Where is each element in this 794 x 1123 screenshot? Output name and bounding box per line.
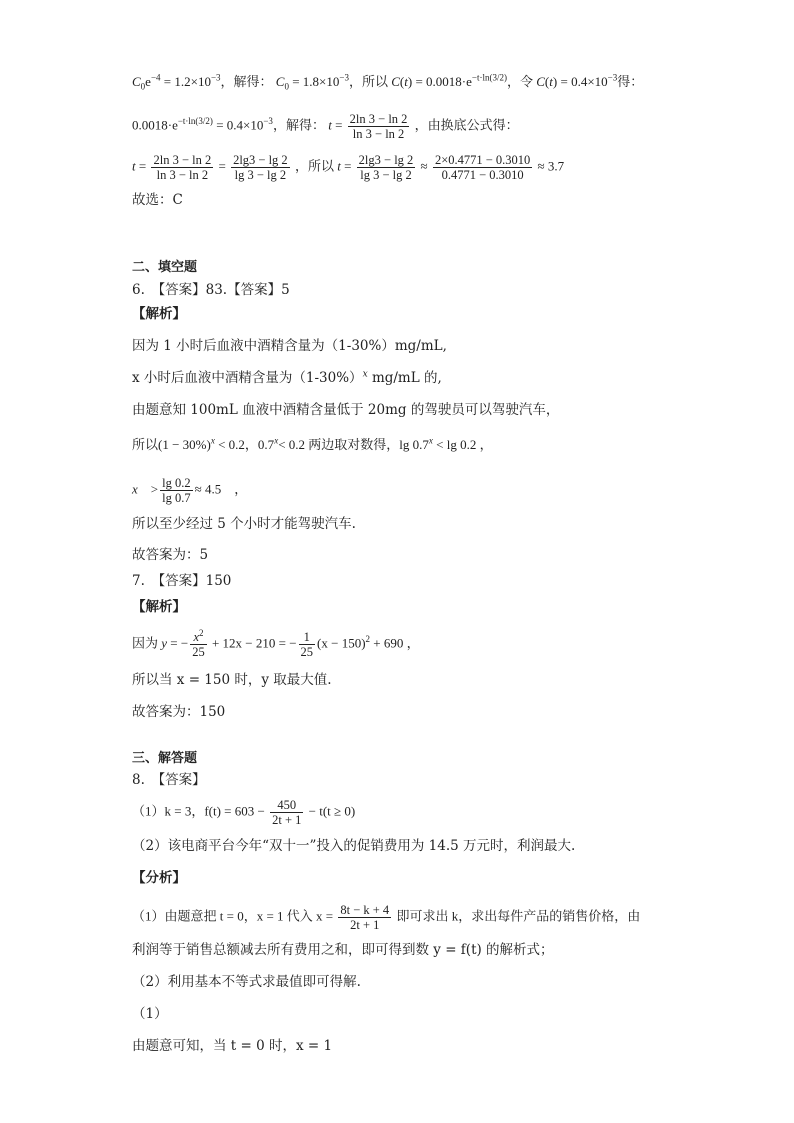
text: 2lg3 − lg 2 bbox=[358, 153, 414, 167]
q7-line-1: 因为 y = − $\frac{x^2}{25}$ + 12x − 210 = − $\frac{1}{25}$ $(x - 150)^2 + 690$ ， bbox=[132, 627, 420, 659]
fraction: $\frac{1}{25}$ bbox=[300, 630, 314, 659]
q6-line-2: x 小时后血液中酒精含量为$(1-30\%)^x$ mg/mL 的, bbox=[132, 369, 442, 386]
q6-line-4: 所以$(1 - 30\%)^x < 0.2$，$0.7^x< 0.2$ 两边取对数得，lg 0.7$^x$ < lg 0.2 ， bbox=[132, 435, 493, 452]
fraction: $\frac{x^2}{25}$ bbox=[192, 627, 205, 659]
fraction bbox=[338, 903, 391, 932]
text: lg 0.2 bbox=[162, 476, 191, 490]
text: − t(t ≥ 0) bbox=[308, 803, 356, 819]
text: 450 bbox=[270, 798, 303, 813]
text: 2t + 1 bbox=[350, 918, 380, 932]
q6-analysis-label: 【解析】 bbox=[132, 306, 186, 322]
text: （1）k = 3，f(t) = 603 − bbox=[132, 803, 265, 819]
text: ，由换底公式得： bbox=[414, 117, 519, 133]
q7-analysis-label: 【解析】 bbox=[132, 599, 186, 615]
text: (x − 150) bbox=[317, 635, 366, 651]
text: x 小时后血液中酒精含量为（1-30%） bbox=[132, 370, 363, 386]
fraction bbox=[231, 153, 290, 182]
text: 2t + 1 bbox=[272, 813, 302, 827]
q8-analysis-line-2: 利润等于销售总额减去所有费用之和，即可得到数 y = f(t) 的解析式； bbox=[132, 942, 554, 958]
text: 得： bbox=[617, 74, 644, 89]
q6-line-5: x > $\frac{\lg 0.2}{\lg 0.7}$ ≈ 4.5 ， bbox=[132, 476, 248, 505]
text: 所以 bbox=[132, 437, 159, 452]
q6-answer-head: 6. 【答案】83.【答案】5 bbox=[132, 282, 290, 298]
solution-line-1: $C_0e^{-4} = 1.2\times 10^{-3}$，解得： $C_0 = 1.8\times 10^{-3}$，所以 $C(t) = 0.0018\cdot e^{-t\cdot ln(3/2)}$，令 $C(t) = 0.4\times 10^{-3}$得： bbox=[132, 72, 644, 92]
text: 2ln 3 − ln 2 bbox=[153, 153, 212, 167]
q7-line-2: 所以当 x = 150 时，y 取最大值. bbox=[132, 672, 332, 688]
section-title-answer: 三、解答题 bbox=[132, 751, 198, 766]
fraction bbox=[433, 153, 532, 182]
text: lg 3 − lg 2 bbox=[234, 168, 287, 182]
q6-answer: 故答案为：5 bbox=[132, 547, 209, 563]
text: < lg 0.2 ， bbox=[436, 437, 493, 452]
text: ，解得： bbox=[272, 117, 325, 133]
q6-line-6: 所以至少经过 5 个小时才能驾驶汽车. bbox=[132, 516, 356, 532]
fraction bbox=[348, 112, 410, 141]
text: = 0.0018·e bbox=[415, 74, 472, 89]
fraction bbox=[160, 476, 192, 505]
fraction bbox=[357, 153, 416, 182]
text: 8t − k + 4 bbox=[340, 903, 390, 917]
text: = 0.4×10 bbox=[560, 74, 608, 89]
text: ≈ 3.7 bbox=[537, 158, 565, 174]
text: ，解得： bbox=[220, 74, 273, 89]
text: = 0.4×10 bbox=[216, 117, 264, 133]
q8-analysis-line-3: （2）利用基本不等式求最值即可得解. bbox=[132, 974, 361, 990]
text: 0.0018·e bbox=[132, 117, 178, 133]
text: lg 0.7 bbox=[162, 491, 191, 505]
solution-line-2: $0.0018\cdot e^{-t\cdot ln(3/2)} = 0.4\times 10^{-3}$，解得： t = $\frac{2\ln 3 - \ln 2}{\ln 3 - \ln 2}$ ，由换底公式得： bbox=[132, 112, 519, 141]
text: C bbox=[132, 74, 141, 89]
choice-line: 故选：C bbox=[132, 192, 183, 208]
text: < 0.2，0.7 bbox=[218, 437, 275, 452]
text: + 690 ， bbox=[373, 635, 420, 651]
q7-answer-head: 7. 【答案】150 bbox=[132, 573, 232, 589]
text: 因为 bbox=[132, 635, 159, 651]
fraction bbox=[151, 153, 213, 182]
text: (1 − 30%) bbox=[158, 437, 211, 452]
text: e bbox=[145, 74, 151, 89]
fraction bbox=[270, 798, 303, 827]
q8-analysis-line-4: （1） bbox=[132, 1006, 168, 1022]
text: lg 3 − lg 2 bbox=[360, 168, 412, 182]
q7-answer: 故答案为：150 bbox=[132, 704, 226, 720]
q8-answer-head: 8. 【答案】 bbox=[132, 772, 206, 788]
text: ≈ 4.5 ， bbox=[194, 481, 248, 497]
text: 即可求出 k，求出每件产品的销售价格，由 bbox=[396, 908, 641, 924]
text: ，所以 bbox=[348, 74, 388, 89]
text: 2ln 3 − ln 2 bbox=[349, 112, 408, 126]
q6-line-3: 由题意知 100mL 血液中酒精含量低于 20mg 的驾驶员可以驾驶汽车， bbox=[132, 402, 560, 418]
q8-analysis-line-1 bbox=[132, 903, 724, 932]
q8-analysis-label: 【分析】 bbox=[132, 870, 186, 886]
text: 2lg3 − lg 2 bbox=[233, 153, 288, 167]
text: ，所以 bbox=[294, 158, 334, 174]
text: ln 3 − ln 2 bbox=[352, 127, 405, 141]
text: = 1.2×10 bbox=[163, 74, 211, 89]
text: mg/mL 的, bbox=[371, 370, 442, 386]
text: = 1.8×10 bbox=[292, 74, 340, 89]
section-title-fill-blank: 二、填空题 bbox=[132, 260, 198, 275]
solution-line-3: t = $\frac{2\ln 3 - \ln 2}{\ln 3 - \ln 2}$ = $\frac{2\lg 3 - \lg 2}{\lg 3 - \lg 2}$ ，所以 t = $\frac{2\lg 3 - \lg 2}{\lg 3 - \lg 2}$ ≈ $\frac{2\times 0.4771 - 0.3010}{0.4771 - 0.3010}$ ≈ 3.7 bbox=[132, 153, 565, 182]
text: 2×0.4771 − 0.3010 bbox=[434, 153, 531, 167]
text: ，令 bbox=[506, 74, 533, 89]
text: + 12x − 210 = − bbox=[211, 635, 297, 651]
text: 0.4771 − 0.3010 bbox=[441, 168, 524, 182]
text: < 0.2 两边取对数得，lg 0.7 bbox=[278, 437, 429, 452]
text: （1）由题意把 t = 0，x = 1 代入 x = bbox=[132, 908, 334, 924]
q8-answer-1 bbox=[132, 798, 724, 827]
q6-line-1: 因为 1 小时后血液中酒精含量为（1-30%）mg/mL, bbox=[132, 338, 447, 354]
text: ln 3 − ln 2 bbox=[156, 168, 209, 182]
q8-answer-2: （2）该电商平台今年“双十一”投入的促销费用为 14.5 万元时，利润最大. bbox=[132, 838, 576, 854]
q8-analysis-line-5: 由题意可知，当 t = 0 时，x = 1 bbox=[132, 1038, 333, 1054]
